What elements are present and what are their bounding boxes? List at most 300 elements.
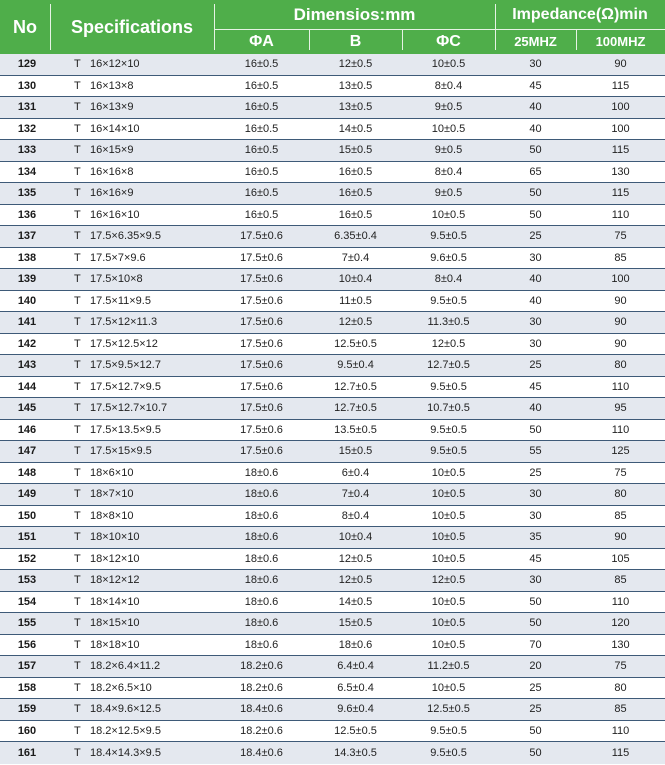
cell-impedance-100mhz: 110 [611,724,630,737]
cell-impedance-25mhz: 25 [529,230,542,243]
cell-specification [50,506,214,527]
cell-dim-a: 17.5±0.6 [240,380,283,393]
cell-type: T [74,251,81,264]
header-col-a: ΦA [249,32,274,50]
cell-dim-a: 17.5±0.6 [240,445,283,458]
table-row [0,613,665,635]
cell-no: 145 [17,402,37,415]
cell-dim-b: 9.5±0.4 [337,359,374,372]
cell-specification [50,398,214,419]
cell-no: 146 [17,423,37,436]
cell-impedance-100mhz: 75 [614,466,627,479]
cell-dim-b: 13±0.5 [338,101,373,114]
table-row [0,54,665,76]
cell-type: T [74,466,81,479]
cell-spec-value: 17.5×12.5×12 [90,337,158,350]
cell-dim-c: 9±0.5 [434,101,463,114]
cell-dim-c: 10±0.5 [431,552,466,565]
cell-dim-b: 12±0.5 [338,574,373,587]
cell-no: 156 [17,638,37,651]
cell-impedance-25mhz: 35 [529,531,542,544]
cell-dim-b: 7±0.4 [341,251,370,264]
cell-impedance-25mhz: 40 [529,273,542,286]
cell-impedance-25mhz: 50 [529,746,542,759]
cell-type: T [74,703,81,716]
cell-impedance-25mhz: 50 [529,187,542,200]
cell-specification [50,592,214,613]
cell-type: T [74,402,81,415]
cell-type: T [74,746,81,759]
cell-impedance-25mhz: 40 [529,294,542,307]
cell-impedance-100mhz: 85 [614,574,627,587]
cell-impedance-25mhz: 30 [529,337,542,350]
cell-dim-a: 17.5±0.6 [240,337,283,350]
cell-spec-value: 18.4×9.6×12.5 [90,703,161,716]
table-row [0,97,665,119]
cell-dim-b: 16±0.5 [338,187,373,200]
cell-impedance-100mhz: 90 [614,337,627,350]
header-specifications: Specifications [70,16,194,37]
cell-no: 157 [17,660,37,673]
cell-dim-c: 12±0.5 [431,574,466,587]
cell-type: T [74,359,81,372]
cell-dim-b: 16±0.5 [338,208,373,221]
cell-dim-a: 16±0.5 [244,79,279,92]
cell-dim-c: 11.3±0.5 [427,316,470,329]
cell-impedance-25mhz: 50 [529,724,542,737]
table-row [0,420,665,442]
table-row [0,721,665,743]
cell-specification [50,484,214,505]
cell-spec-value: 16×13×9 [90,101,134,114]
cell-impedance-25mhz: 50 [529,208,542,221]
table-row [0,549,665,571]
cell-dim-c: 10±0.5 [431,531,466,544]
cell-dim-c: 9.5±0.5 [430,445,467,458]
cell-spec-value: 16×14×10 [90,122,140,135]
cell-no: 149 [17,488,37,501]
table-row [0,678,665,700]
cell-no: 161 [17,746,37,759]
table-row [0,312,665,334]
cell-specification [50,226,214,247]
cell-dim-a: 17.5±0.6 [240,251,283,264]
cell-specification [50,463,214,484]
cell-type: T [74,165,81,178]
cell-dim-a: 17.5±0.6 [240,359,283,372]
cell-impedance-100mhz: 80 [614,681,627,694]
cell-dim-a: 18±0.6 [244,488,279,501]
cell-spec-value: 18.2×6.5×10 [90,681,152,694]
cell-dim-a: 16±0.5 [244,187,279,200]
cell-spec-value: 17.5×12.7×10.7 [90,402,168,415]
cell-spec-value: 16×16×10 [90,208,140,221]
cell-type: T [74,531,81,544]
cell-dim-c: 12±0.5 [431,337,466,350]
cell-type: T [74,488,81,501]
cell-impedance-25mhz: 30 [529,316,542,329]
cell-no: 130 [17,79,37,92]
cell-type: T [74,187,81,200]
cell-no: 135 [17,187,37,200]
cell-no: 131 [17,101,37,114]
cell-specification [50,570,214,591]
cell-spec-value: 17.5×10×8 [90,273,143,286]
cell-dim-b: 18±0.6 [338,638,373,651]
cell-dim-b: 16±0.5 [338,165,373,178]
cell-impedance-100mhz: 125 [611,445,630,458]
cell-impedance-100mhz: 105 [611,552,630,565]
cell-dim-c: 8±0.4 [434,165,463,178]
cell-type: T [74,509,81,522]
cell-no: 152 [17,552,37,565]
cell-spec-value: 16×15×9 [90,144,134,157]
cell-dim-c: 9.5±0.5 [430,294,467,307]
cell-impedance-100mhz: 100 [611,122,630,135]
cell-spec-value: 18×10×10 [90,531,140,544]
cell-no: 132 [17,122,37,135]
cell-type: T [74,337,81,350]
cell-dim-c: 11.2±0.5 [427,660,470,673]
cell-type: T [74,724,81,737]
cell-impedance-100mhz: 85 [614,703,627,716]
cell-impedance-100mhz: 100 [611,101,630,114]
table-row [0,699,665,721]
table-row [0,377,665,399]
cell-impedance-25mhz: 30 [529,509,542,522]
cell-impedance-100mhz: 90 [614,316,627,329]
cell-spec-value: 17.5×12.7×9.5 [90,380,161,393]
cell-no: 144 [17,380,37,393]
cell-dim-b: 11±0.5 [339,294,372,307]
cell-dim-c: 9.5±0.5 [430,230,467,243]
table-row [0,592,665,614]
cell-dim-c: 10±0.5 [431,466,466,479]
cell-specification [50,119,214,140]
cell-impedance-25mhz: 40 [529,101,542,114]
cell-dim-b: 12±0.5 [338,552,373,565]
cell-impedance-100mhz: 115 [611,746,630,759]
table-row [0,226,665,248]
cell-dim-b: 12.5±0.5 [334,337,377,350]
table-row [0,269,665,291]
cell-specification [50,377,214,398]
cell-dim-b: 12±0.5 [338,316,373,329]
cell-type: T [74,552,81,565]
table-row [0,162,665,184]
cell-dim-c: 10±0.5 [431,208,466,221]
cell-specification [50,635,214,656]
table-row [0,656,665,678]
cell-type: T [74,230,81,243]
cell-no: 150 [17,509,37,522]
cell-dim-a: 18±0.6 [244,595,279,608]
cell-dim-a: 18±0.6 [244,531,279,544]
cell-spec-value: 18.2×6.4×11.2 [90,660,161,673]
table-row [0,183,665,205]
cell-impedance-25mhz: 30 [529,58,542,71]
cell-type: T [74,58,81,71]
cell-dim-b: 7±0.4 [341,488,370,501]
cell-impedance-25mhz: 30 [529,574,542,587]
table-row [0,527,665,549]
cell-dim-a: 18.2±0.6 [240,724,283,737]
cell-spec-value: 18×15×10 [90,617,140,630]
cell-dim-c: 9.5±0.5 [430,423,467,436]
cell-dim-b: 6.4±0.4 [337,660,374,673]
cell-spec-value: 17.5×11×9.5 [90,294,151,307]
cell-no: 134 [17,165,37,178]
header-dimensions: Dimensios:mm [293,4,416,24]
cell-impedance-100mhz: 90 [614,294,627,307]
cell-dim-c: 10±0.5 [431,681,466,694]
cell-specification [50,613,214,634]
cell-specification [50,183,214,204]
cell-type: T [74,294,81,307]
cell-dim-b: 12.7±0.5 [334,380,377,393]
cell-impedance-25mhz: 20 [529,660,542,673]
cell-dim-c: 12.7±0.5 [427,359,470,372]
cell-spec-value: 17.5×6.35×9.5 [90,230,161,243]
cell-no: 155 [17,617,37,630]
cell-dim-c: 10±0.5 [431,617,466,630]
cell-dim-b: 6.35±0.4 [334,230,377,243]
cell-dim-c: 10±0.5 [431,595,466,608]
cell-dim-b: 9.6±0.4 [337,703,374,716]
cell-dim-a: 18±0.6 [244,638,279,651]
cell-dim-c: 10±0.5 [431,509,466,522]
header-no: No [13,16,37,37]
cell-dim-a: 17.5±0.6 [240,294,283,307]
cell-impedance-100mhz: 100 [611,273,630,286]
cell-dim-b: 13.5±0.5 [334,423,377,436]
table-row [0,119,665,141]
cell-impedance-25mhz: 55 [529,445,542,458]
table-row [0,248,665,270]
cell-dim-a: 18±0.6 [244,574,279,587]
cell-dim-b: 15±0.5 [338,617,373,630]
cell-dim-b: 12.5±0.5 [334,724,377,737]
cell-specification [50,699,214,720]
cell-type: T [74,273,81,286]
cell-impedance-25mhz: 40 [529,402,542,415]
cell-impedance-25mhz: 25 [529,681,542,694]
cell-type: T [74,638,81,651]
cell-type: T [74,122,81,135]
cell-impedance-100mhz: 115 [611,144,630,157]
cell-spec-value: 18×12×10 [90,552,140,565]
table-row [0,441,665,463]
table-row [0,742,665,764]
cell-type: T [74,445,81,458]
cell-specification [50,355,214,376]
cell-no: 151 [17,531,37,544]
cell-impedance-25mhz: 30 [529,251,542,264]
table-row [0,484,665,506]
cell-no: 138 [17,251,37,264]
cell-dim-c: 9±0.5 [434,187,463,200]
cell-type: T [74,574,81,587]
cell-spec-value: 17.5×9.5×12.7 [90,359,161,372]
cell-impedance-100mhz: 130 [611,165,630,178]
cell-dim-a: 17.5±0.6 [240,316,283,329]
cell-no: 141 [17,316,37,329]
cell-specification [50,441,214,462]
cell-spec-value: 18×14×10 [90,595,140,608]
cell-no: 129 [17,58,37,71]
cell-impedance-100mhz: 110 [611,423,630,436]
cell-dim-b: 6.5±0.4 [337,681,374,694]
cell-dim-c: 9.5±0.5 [430,746,467,759]
cell-impedance-25mhz: 50 [529,423,542,436]
cell-impedance-25mhz: 50 [529,595,542,608]
header-col-25mhz: 25MHZ [514,34,557,49]
cell-specification [50,420,214,441]
cell-impedance-25mhz: 50 [529,144,542,157]
table-row [0,506,665,528]
cell-impedance-100mhz: 85 [614,251,627,264]
cell-type: T [74,681,81,694]
cell-impedance-25mhz: 45 [529,380,542,393]
cell-spec-value: 18.2×12.5×9.5 [90,724,161,737]
table-row [0,140,665,162]
cell-dim-c: 10±0.5 [431,122,466,135]
cell-no: 140 [17,294,37,307]
cell-dim-a: 16±0.5 [244,208,279,221]
table-row [0,291,665,313]
cell-type: T [74,144,81,157]
table-body [0,54,665,765]
cell-spec-value: 18×6×10 [90,466,134,479]
cell-impedance-100mhz: 110 [611,208,630,221]
cell-specification [50,656,214,677]
cell-dim-c: 10±0.5 [431,638,466,651]
cell-specification [50,205,214,226]
cell-dim-c: 9.6±0.5 [430,251,467,264]
cell-specification [50,269,214,290]
cell-impedance-25mhz: 65 [529,165,542,178]
table-header [0,0,665,54]
cell-dim-b: 15±0.5 [338,144,373,157]
cell-specification [50,97,214,118]
cell-impedance-100mhz: 95 [614,402,627,415]
cell-impedance-100mhz: 115 [611,79,630,92]
cell-dim-b: 8±0.4 [341,509,370,522]
cell-dim-a: 16±0.5 [244,165,279,178]
cell-spec-value: 17.5×12×11.3 [90,316,158,329]
cell-dim-c: 9.5±0.5 [430,724,467,737]
cell-dim-a: 17.5±0.6 [240,273,283,286]
cell-specification [50,721,214,742]
cell-impedance-25mhz: 45 [529,552,542,565]
cell-spec-value: 18×7×10 [90,488,134,501]
cell-no: 136 [17,208,37,221]
cell-dim-a: 18±0.6 [244,466,279,479]
cell-dim-a: 17.5±0.6 [240,230,283,243]
cell-no: 143 [17,359,37,372]
cell-type: T [74,595,81,608]
table-row [0,76,665,98]
cell-spec-value: 18.4×14.3×9.5 [90,746,161,759]
cell-dim-a: 18.2±0.6 [240,660,283,673]
cell-impedance-100mhz: 110 [611,380,630,393]
cell-dim-b: 6±0.4 [341,466,370,479]
cell-impedance-25mhz: 25 [529,703,542,716]
cell-specification [50,162,214,183]
header-col-100mhz: 100MHZ [595,34,646,49]
cell-impedance-100mhz: 75 [614,660,627,673]
cell-dim-a: 16±0.5 [244,122,279,135]
cell-impedance-100mhz: 80 [614,359,627,372]
cell-no: 142 [17,337,37,350]
header-col-c: ΦC [436,32,461,50]
table-row [0,205,665,227]
cell-dim-b: 14±0.5 [338,595,373,608]
cell-spec-value: 18×12×12 [90,574,140,587]
cell-no: 133 [17,144,37,157]
cell-dim-c: 10±0.5 [431,58,466,71]
cell-spec-value: 16×13×8 [90,79,134,92]
cell-impedance-25mhz: 50 [529,617,542,630]
cell-specification [50,54,214,75]
cell-no: 148 [17,466,37,479]
cell-no: 137 [17,230,37,243]
cell-type: T [74,380,81,393]
table-row [0,334,665,356]
header-impedance: Impedance(Ω)min [512,5,648,23]
cell-impedance-100mhz: 110 [611,595,630,608]
cell-dim-c: 8±0.4 [434,273,463,286]
cell-dim-b: 12±0.5 [338,58,373,71]
table-row [0,635,665,657]
cell-specification [50,742,214,764]
cell-dim-a: 18.2±0.6 [240,681,283,694]
cell-dim-b: 13±0.5 [338,79,373,92]
cell-dim-a: 18.4±0.6 [240,703,283,716]
cell-dim-b: 14.3±0.5 [334,746,377,759]
cell-dim-a: 17.5±0.6 [240,423,283,436]
cell-spec-value: 17.5×15×9.5 [90,445,152,458]
cell-no: 147 [17,445,37,458]
cell-dim-a: 16±0.5 [244,101,279,114]
cell-type: T [74,101,81,114]
cell-specification [50,248,214,269]
cell-type: T [74,423,81,436]
cell-impedance-100mhz: 75 [614,230,627,243]
cell-specification [50,678,214,699]
cell-no: 139 [17,273,37,286]
cell-spec-value: 18×18×10 [90,638,140,651]
cell-dim-a: 16±0.5 [244,58,279,71]
cell-type: T [74,316,81,329]
cell-type: T [74,208,81,221]
table-row [0,463,665,485]
cell-impedance-25mhz: 45 [529,79,542,92]
cell-specification [50,334,214,355]
cell-specification [50,140,214,161]
cell-dim-c: 10±0.5 [431,488,466,501]
cell-spec-value: 18×8×10 [90,509,134,522]
cell-spec-value: 17.5×13.5×9.5 [90,423,161,436]
table-row [0,398,665,420]
cell-dim-b: 10±0.4 [338,273,373,286]
table-row [0,570,665,592]
cell-dim-c: 8±0.4 [434,79,463,92]
cell-no: 154 [17,595,37,608]
cell-dim-a: 18±0.6 [244,509,279,522]
cell-dim-b: 10±0.4 [338,531,373,544]
cell-impedance-25mhz: 30 [529,488,542,501]
